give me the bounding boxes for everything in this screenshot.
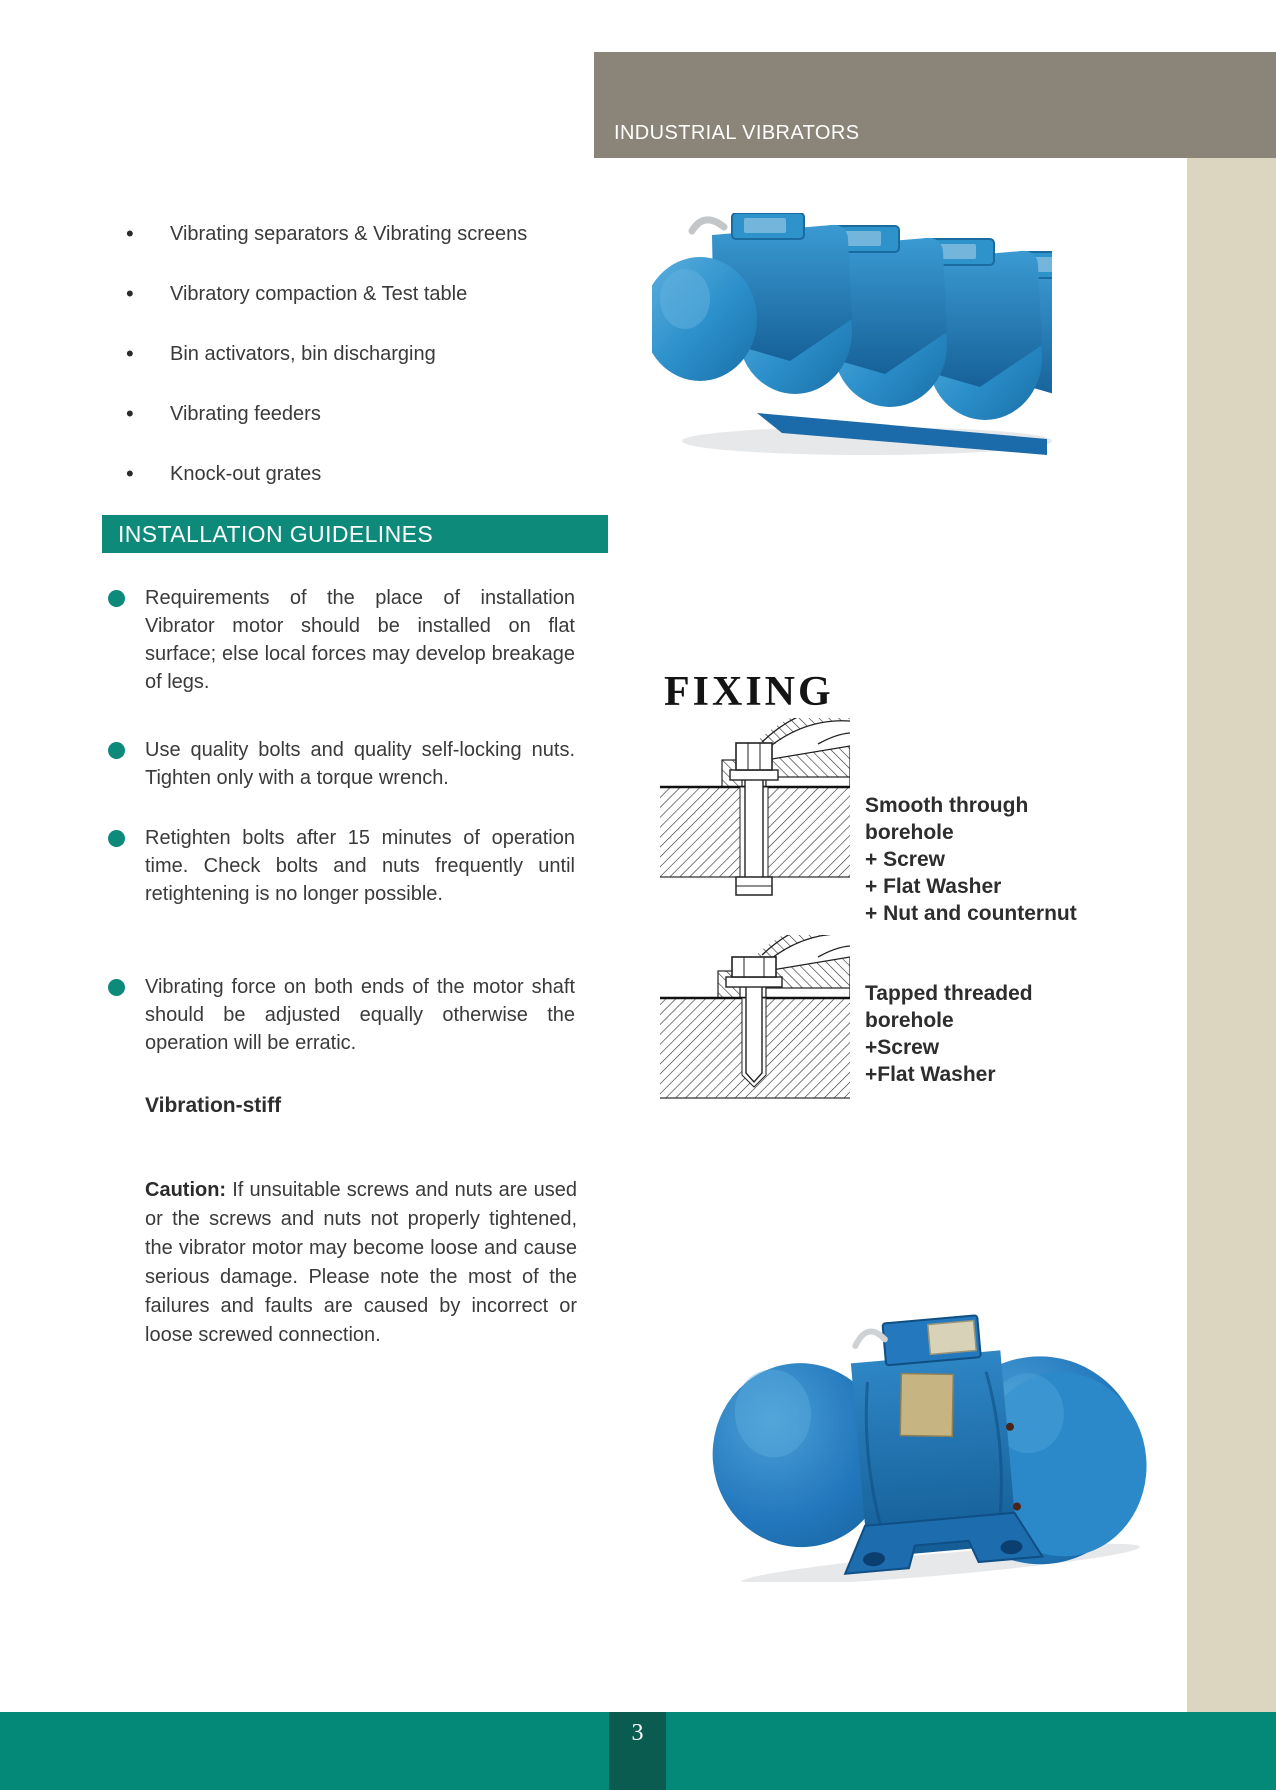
teal-bullet-icon bbox=[108, 830, 125, 847]
page-number: 3 bbox=[631, 1720, 644, 1746]
tapped-borehole-diagram bbox=[660, 935, 850, 1105]
vibration-stiff-subheading: Vibration-stiff bbox=[145, 1094, 282, 1117]
footer-bar bbox=[0, 1712, 1276, 1790]
smooth-borehole-diagram bbox=[660, 718, 850, 903]
list-item-label: Vibrating separators & Vibrating screens bbox=[170, 223, 528, 245]
list-item-label: Vibratory compaction & Test table bbox=[170, 283, 468, 305]
bullet-dot-icon: • bbox=[126, 341, 134, 366]
teal-bullet-icon bbox=[108, 979, 125, 996]
smooth-borehole-label: Smooth through borehole + Screw + Flat Washer + Nut and counternut bbox=[865, 794, 1077, 925]
vibrator-motors-photo bbox=[652, 213, 1052, 458]
bullet-dot-icon: • bbox=[126, 221, 134, 246]
list-item bbox=[126, 222, 606, 282]
list-item bbox=[126, 342, 606, 402]
list-item bbox=[126, 462, 606, 522]
teal-bullet-icon bbox=[108, 590, 125, 607]
tapped-borehole-label: Tapped threaded borehole +Screw +Flat Washer bbox=[865, 982, 1033, 1086]
bullet-dot-icon: • bbox=[126, 461, 134, 486]
list-item bbox=[126, 282, 606, 342]
guideline-text: Vibrating force on both ends of the motor shaft should be adjusted equally otherwise the operation will be erratic. bbox=[145, 976, 575, 1054]
teal-bullet-icon bbox=[108, 742, 125, 759]
fixing-title: FIXING bbox=[664, 669, 834, 715]
guideline-item bbox=[108, 736, 583, 792]
bullet-dot-icon: • bbox=[126, 281, 134, 306]
guideline-item bbox=[108, 584, 583, 696]
list-item-label: Bin activators, bin discharging bbox=[170, 343, 436, 365]
guideline-item bbox=[108, 973, 583, 1057]
applications-list bbox=[126, 222, 606, 522]
section-title: INSTALLATION GUIDELINES bbox=[118, 520, 434, 547]
list-item-label: Vibrating feeders bbox=[170, 403, 321, 425]
list-item bbox=[126, 402, 606, 462]
guideline-text: Retighten bolts after 15 minutes of operation time. Check bolts and nuts frequently until retightening is no longer possible. bbox=[145, 827, 575, 905]
page-title: INDUSTRIAL VIBRATORS bbox=[614, 122, 860, 144]
list-item-label: Knock-out grates bbox=[170, 463, 322, 485]
right-accent-band bbox=[1187, 158, 1276, 1712]
page-number-box bbox=[609, 1712, 666, 1790]
section-header bbox=[102, 515, 608, 553]
guideline-item bbox=[108, 824, 583, 908]
caution-text: If unsuitable screws and nuts are used or the screws and nuts not properly tightened, the vibrator motor may become loose and cause serious damage. Please note the most of the failures and faults are caused by incorrect or loose screwed connection. bbox=[145, 1179, 577, 1346]
header-bar bbox=[594, 52, 1276, 158]
vibrator-motor-photo bbox=[708, 1282, 1148, 1582]
guideline-text: Requirements of the place of installation Vibrator motor should be installed on flat surface; else local forces may develop breakage of legs. bbox=[145, 587, 575, 693]
guideline-text: Use quality bolts and quality self-locking nuts. Tighten only with a torque wrench. bbox=[145, 739, 575, 789]
caution-paragraph bbox=[145, 1176, 577, 1350]
caution-label: Caution: bbox=[145, 1179, 227, 1201]
bullet-dot-icon: • bbox=[126, 401, 134, 426]
